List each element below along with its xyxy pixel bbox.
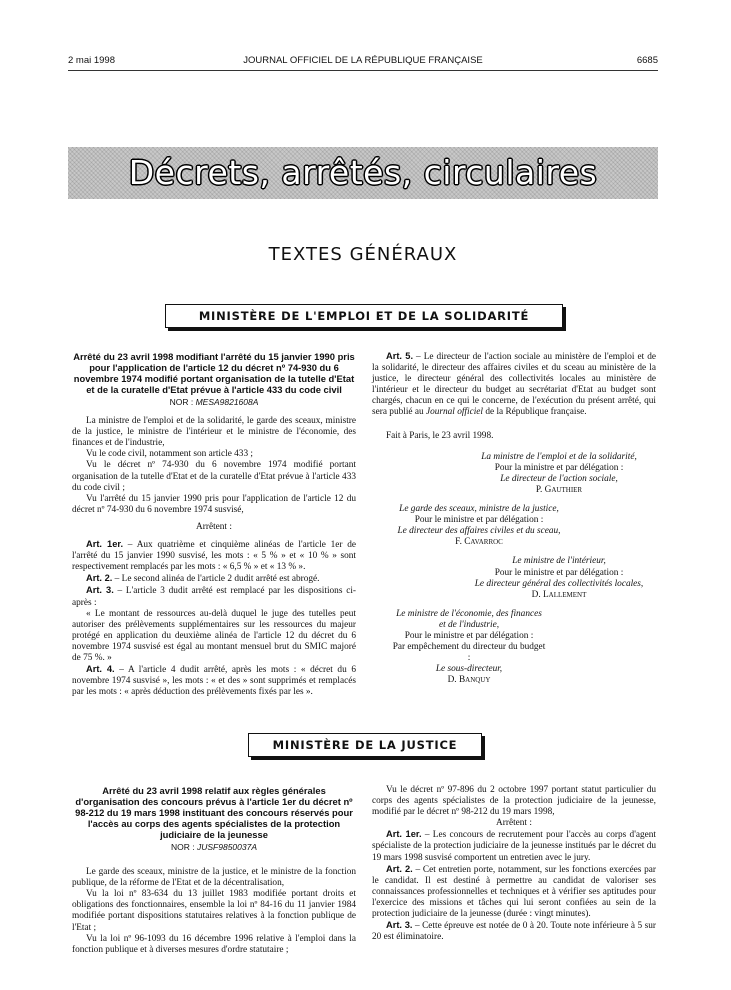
ministry-heading-emploi: MINISTÈRE DE L'EMPLOI ET DE LA SOLIDARITÉ xyxy=(165,304,563,328)
arrete-title: Arrêté du 23 avril 1998 modifiant l'arrêté du 15 janvier 1990 pris pour l'application de l'article 12 du décret nº 74-930 du 6 novembre 1974 modifié portant organisation de la tutelle d'Etat et de la curatelle d'Etat prévue à l'article 433 du code civil xyxy=(73,351,355,395)
preamble-para: Vu la loi nº 96-1093 du 16 décembre 1996 relative à l'emploi dans la fonction publique et à diverses mesures d'ordre statutaire ; xyxy=(72,933,356,955)
left-column-1 xyxy=(72,351,356,698)
article-5: Art. 5. – Le directeur de l'action sociale au ministère de l'emploi et de la solidarité, le directeur des affaires civiles et du sceau au ministère de la justice, le directeur général des collectivités locales au ministère de l'intérieur et le directeur du budget au secrétariat d'Etat au budget sont chargés, chacun en ce qui le concerne, de l'exécution du présent arrêté, qui sera publié au Journal officiel de la République française. xyxy=(372,351,656,418)
left-column-2 xyxy=(72,785,356,956)
arretent-label: Arrêtent : xyxy=(196,521,232,532)
article-4: Art. 4. – A l'article 4 dudit arrêté, après les mots : « décret du 6 novembre 1974 susvisé », les mots : « et des » sont supprimés et remplacés par les mots : « après déduction des prélèvements fixés par les ». xyxy=(72,664,356,698)
signature-block: Le ministre de l'intérieur, Pour le ministre et par délégation : Le directeur général des collectivités locales, D. Lallement xyxy=(474,556,644,600)
article-3-quote: « Le montant de ressources au-delà duquel le juge des tutelles peut autoriser des prélèvements supplémentaires sur les ressources du majeur protégé en application du deuxième alinéa de l'article 12 du décret du 6 novembre 1974 susvisé est égal au montant mensuel brut du SMIC majoré de 75 %. » xyxy=(72,608,356,663)
ministry-heading-justice: MINISTÈRE DE LA JUSTICE xyxy=(248,733,482,757)
preamble-para: Vu la loi nº 83-634 du 13 juillet 1983 modifiée portant droits et obligations des fonctionnaires, ensemble la loi nº 84-16 du 11 janvier 1984 modifiée portant dispositions statutaires relatives à la fonction publique de l'Etat ; xyxy=(72,889,356,933)
article-3: Art. 3. – L'article 3 dudit arrêté est remplacé par les dispositions ci-après : xyxy=(72,585,356,608)
right-column-1 xyxy=(372,351,656,686)
preamble-para: Vu l'arrêté du 15 janvier 1990 pris pour l'application de l'article 12 du décret nº 74-930 du 6 novembre 1974 susvisé, xyxy=(72,493,356,515)
section-title: TEXTES GÉNÉRAUX xyxy=(268,244,458,265)
preamble-para: Vu le décret nº 97-896 du 2 octobre 1997 portant statut particulier du corps des agents spécialistes de la protection judiciaire de la jeunesse, modifié par le décret nº 98-212 du 19 mars 1998, xyxy=(372,785,656,818)
header-journal: JOURNAL OFFICIEL DE LA RÉPUBLIQUE FRANÇAISE xyxy=(243,55,483,66)
signature-block: La ministre de l'emploi et de la solidarité, Pour la ministre et par délégation : Le directeur de l'action sociale, P. Gauthier xyxy=(481,451,637,495)
article-1: Art. 1er. – Les concours de recrutement pour l'accès au corps d'agent spécialiste de la protection judiciaire de la jeunesse institués par le décret du 19 mars 1998 susvisé comportent un entretien avec le jury. xyxy=(372,829,656,863)
header-page-number: 6685 xyxy=(636,55,658,66)
right-column-2 xyxy=(372,785,656,943)
nor-reference: NOR : MESA9821608A xyxy=(169,397,259,407)
arrete-title: Arrêté du 23 avril 1998 relatif aux règles générales d'organisation des concours prévus à l'article 1er du décret nº 98-212 du 19 mars 1998 instituant des concours réservés pour l'accès au corps des agents spécialistes de la protection judiciaire de la jeunesse xyxy=(75,785,353,840)
page-header xyxy=(68,55,658,69)
preamble-para: Le garde des sceaux, ministre de la justice, et le ministre de la fonction publique, de la réforme de l'Etat et de la décentralisation, xyxy=(72,867,356,889)
preamble-para: Vu le code civil, notamment son article 433 ; xyxy=(86,449,253,460)
header-date: 2 mai 1998 xyxy=(68,55,116,66)
article-2: Art. 2. – Le second alinéa de l'article 2 dudit arrêté est abrogé. xyxy=(86,573,320,585)
article-2: Art. 2. – Cet entretien porte, notamment, sur les fonctions exercées par le candidat. Il est destiné à permettre au candidat de valoriser ses connaissances professionnelles et techniques et à vérifier ses aptitudes pour l'exercice des missions et tâches qui lui seront confiées au sein de la protection judiciaire de la jeunesse (durée : vingt minutes). xyxy=(372,863,656,920)
article-1: Art. 1er. – Aux quatrième et cinquième alinéas de l'article 1er de l'arrêté du 15 janvier 1990 susvisé, les mots : « 5 % » et « 10 % » sont respectivement remplacés par les mots : « 6,5 % » et « 13 % ». xyxy=(72,539,357,573)
arretent-label: Arrêtent : xyxy=(496,818,532,829)
nor-reference: NOR : JUSF9850037A xyxy=(170,842,257,852)
article-3: Art. 3. – Cette épreuve est notée de 0 à 20. Toute note inférieure à 5 sur 20 est éliminatoire. xyxy=(372,920,656,943)
header-rule xyxy=(68,70,658,71)
signature-block: Le ministre de l'économie, des finances et de l'industrie, Pour le ministre et par délégation : Par empêchement du directeur du budget : Le sous-directeur, D. Banquy xyxy=(392,608,546,686)
signature-block: Le garde des sceaux, ministre de la justice, Pour le ministre et par délégation : Le directeur des affaires civiles et du sceau, F. Cavarroc xyxy=(397,504,561,548)
fait-a-paris: Fait à Paris, le 23 avril 1998. xyxy=(386,430,494,441)
preamble-para: Vu le décret nº 74-930 du 6 novembre 1974 modifié portant organisation de la tutelle d'Etat et de la curatelle d'Etat prévue à l'article 433 du code civil ; xyxy=(72,460,356,493)
preamble-para: La ministre de l'emploi et de la solidarité, le garde des sceaux, ministre de la justice, le ministre de l'intérieur et le ministre de l'économie, des finances et de l'industrie, xyxy=(72,416,356,449)
banner-title: Décrets, arrêtés, circulaires xyxy=(128,153,598,192)
